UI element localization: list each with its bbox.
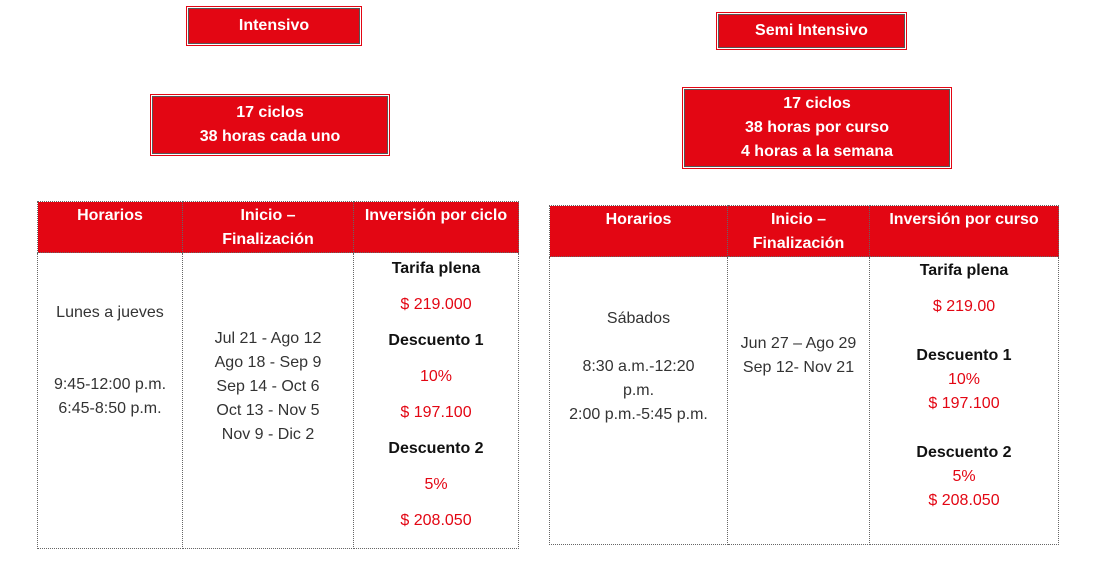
intensivo-title-box (188, 8, 360, 44)
date-range: Ago 18 - Sep 9 (214, 354, 322, 371)
horarios-cell (38, 253, 183, 549)
date-range: Nov 9 - Dic 2 (221, 426, 315, 443)
inversion-cell (354, 253, 519, 549)
descuento1-pct: 10% (419, 368, 453, 385)
days-text: Sábados (606, 310, 671, 327)
time-text: 8:30 a.m.-12:20 p.m. (582, 358, 695, 399)
col-header-horarios: Horarios (38, 202, 183, 253)
semi-table (549, 205, 1059, 545)
col-header-horarios: Horarios (550, 206, 728, 257)
descuento2-label: Descuento 2 (916, 444, 1012, 461)
descuento1-pct: 10% (947, 371, 981, 388)
fechas-cell (728, 257, 870, 545)
intensivo-summary-line: 17 ciclos (236, 104, 304, 121)
date-range: Sep 14 - Oct 6 (216, 378, 320, 395)
tarifa-label: Tarifa plena (919, 262, 1009, 279)
descuento1-label: Descuento 1 (916, 347, 1012, 364)
semi-title-box (718, 14, 905, 48)
tarifa-value: $ 219.000 (400, 296, 472, 313)
descuento2-pct: 5% (424, 476, 448, 493)
descuento2-value: $ 208.050 (928, 492, 1000, 509)
fechas-cell (183, 253, 354, 549)
horarios-cell (550, 257, 728, 545)
semi-summary-box (684, 89, 950, 167)
date-range: Jul 21 - Ago 12 (214, 330, 322, 347)
semi-summary-line: 38 horas por curso (744, 119, 890, 136)
descuento1-value: $ 197.100 (928, 395, 1000, 412)
date-range: Oct 13 - Nov 5 (216, 402, 320, 419)
tarifa-value: $ 219.00 (932, 298, 996, 315)
descuento1-value: $ 197.100 (400, 404, 472, 421)
semi-summary-line: 4 horas a la semana (740, 143, 894, 160)
semi-title: Semi Intensivo (755, 22, 868, 39)
descuento1-label: Descuento 1 (388, 332, 484, 349)
date-range: Sep 12- Nov 21 (742, 359, 855, 376)
col-header-inversion: Inversión por curso (870, 206, 1059, 257)
semi-summary-line: 17 ciclos (783, 95, 851, 112)
inversion-cell (870, 257, 1059, 545)
descuento2-value: $ 208.050 (400, 512, 472, 529)
col-header-fechas: Inicio – Finalización (183, 202, 354, 253)
intensivo-title: Intensivo (238, 17, 310, 34)
time-text: 9:45-12:00 p.m. (53, 376, 167, 393)
days-text: Lunes a jueves (56, 304, 164, 321)
descuento2-label: Descuento 2 (388, 440, 484, 457)
tarifa-label: Tarifa plena (391, 260, 481, 277)
date-range: Jun 27 – Ago 29 (740, 335, 857, 352)
time-text: 6:45-8:50 p.m. (58, 400, 162, 417)
col-header-fechas: Inicio – Finalización (728, 206, 870, 257)
intensivo-summary-box (152, 96, 388, 154)
intensivo-table (37, 201, 519, 549)
col-header-inversion: Inversión por ciclo (354, 202, 519, 253)
descuento2-pct: 5% (952, 468, 976, 485)
time-text: 2:00 p.m.-5:45 p.m. (569, 406, 708, 423)
intensivo-summary-line: 38 horas cada uno (199, 128, 341, 145)
